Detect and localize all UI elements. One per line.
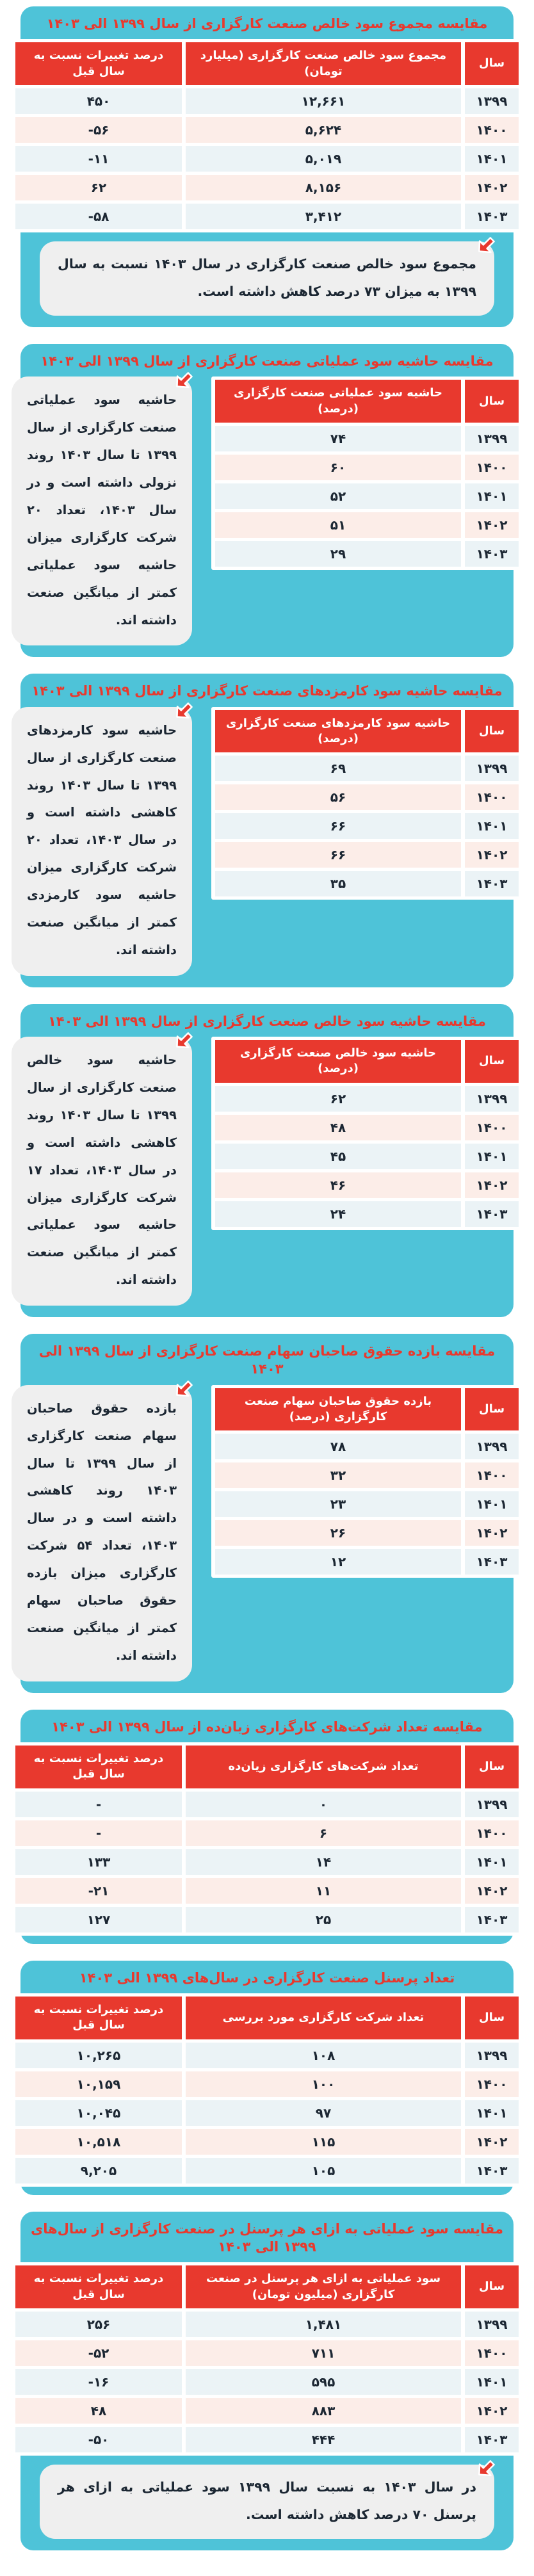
year-cell: ۱۳۹۹ bbox=[465, 1434, 519, 1459]
year-cell: ۱۴۰۳ bbox=[465, 871, 519, 896]
year-cell: ۱۴۰۰ bbox=[465, 1462, 519, 1488]
comparison-table bbox=[12, 1993, 522, 2187]
value-cell: -۵۶ bbox=[15, 117, 182, 143]
table-row bbox=[15, 2340, 519, 2366]
note-text: حاشیه سود کارمزدهای صنعت کارگزاری از سال ۱۳۹۹ تا سال ۱۴۰۳ روند کاهشی داشته است و در سال ۱۴۰۳، تعداد ۲۰ شرکت کارگزاری میزان حاشیه سود کارمزدی کمتر از میانگین صنعت داشته اند. bbox=[27, 722, 177, 957]
comparison-table bbox=[12, 2262, 522, 2456]
side-note-box bbox=[12, 707, 192, 976]
comparison-table bbox=[12, 39, 522, 232]
value-cell: ۵,۶۲۴ bbox=[186, 117, 461, 143]
year-cell: ۱۴۰۰ bbox=[465, 455, 519, 480]
value-cell: ۴۸ bbox=[15, 2398, 182, 2424]
table-row bbox=[15, 2100, 519, 2126]
table-row bbox=[215, 1201, 519, 1227]
table-row bbox=[215, 842, 519, 868]
table-row bbox=[215, 483, 519, 509]
table-header-row bbox=[215, 1040, 519, 1083]
section-body bbox=[12, 707, 522, 987]
year-cell: ۱۴۰۱ bbox=[465, 146, 519, 172]
table-body bbox=[15, 1792, 519, 1932]
column-header: سال bbox=[465, 710, 519, 753]
table-row bbox=[215, 1115, 519, 1140]
year-cell: ۱۴۰۰ bbox=[465, 1820, 519, 1846]
table-row bbox=[15, 146, 519, 172]
section-body bbox=[12, 377, 522, 657]
year-cell: ۱۴۰۱ bbox=[465, 1144, 519, 1169]
table-row bbox=[15, 2427, 519, 2452]
table-row bbox=[215, 426, 519, 451]
table-row bbox=[215, 1172, 519, 1198]
year-cell: ۱۴۰۱ bbox=[465, 2369, 519, 2395]
table-body bbox=[215, 1434, 519, 1575]
value-cell: ۱۲ bbox=[215, 1549, 461, 1575]
column-header: سال bbox=[465, 1388, 519, 1431]
column-header: سال bbox=[465, 380, 519, 423]
value-cell: ۲۴ bbox=[215, 1201, 461, 1227]
section-operating-profit-per-employee bbox=[12, 2212, 522, 2550]
year-cell: ۱۴۰۲ bbox=[465, 2129, 519, 2155]
comparison-table bbox=[12, 1742, 522, 1936]
column-header: درصد تغییرات نسبت به سال قبل bbox=[15, 1746, 182, 1788]
value-cell: - bbox=[15, 1820, 182, 1846]
column-header: حاشیه سود خالص صنعت کارگزاری (درصد) bbox=[215, 1040, 461, 1083]
value-cell: ۵,۰۱۹ bbox=[186, 146, 461, 172]
section-title: تعداد پرسنل صنعت کارگزاری در سال‌های ۱۳۹۹ الی ۱۴۰۳ bbox=[79, 1970, 455, 1986]
note-text: مجموع سود خالص صنعت کارگزاری در سال ۱۴۰۳ نسبت به سال ۱۳۹۹ به میزان ۷۳ درصد کاهش داشته است. bbox=[58, 255, 476, 299]
table-row bbox=[215, 541, 519, 567]
value-cell: ۱۱ bbox=[186, 1878, 461, 1904]
year-cell: ۱۴۰۰ bbox=[465, 2340, 519, 2366]
year-cell: ۱۳۹۹ bbox=[465, 426, 519, 451]
column-header: درصد تغییرات نسبت به سال قبل bbox=[15, 1997, 182, 2039]
table-header-row bbox=[15, 1997, 519, 2039]
table-row bbox=[215, 1462, 519, 1488]
value-cell: -۲۱ bbox=[15, 1878, 182, 1904]
table-row bbox=[215, 1549, 519, 1575]
value-cell: ۲۳ bbox=[215, 1491, 461, 1517]
table-row bbox=[215, 1520, 519, 1546]
value-cell: ۱۴ bbox=[186, 1849, 461, 1875]
section-body bbox=[12, 1385, 522, 1693]
value-cell: ۶ bbox=[186, 1820, 461, 1846]
section-title: مقایسه حاشیه سود کارمزدهای صنعت کارگزاری از سال ۱۳۹۹ الی ۱۴۰۳ bbox=[31, 683, 503, 699]
table-row bbox=[215, 813, 519, 839]
column-header: درصد تغییرات نسبت به سال قبل bbox=[15, 2265, 182, 2308]
year-cell: ۱۳۹۹ bbox=[465, 756, 519, 781]
table-header-row bbox=[15, 1746, 519, 1788]
value-cell: ۳,۴۱۲ bbox=[186, 204, 461, 229]
table-row bbox=[15, 2158, 519, 2183]
table-row bbox=[215, 512, 519, 538]
value-cell: ۱۰,۲۶۵ bbox=[15, 2043, 182, 2068]
arrow-down-left-icon bbox=[173, 1376, 196, 1399]
value-cell: ۱۲,۶۶۱ bbox=[186, 88, 461, 114]
year-cell: ۱۴۰۲ bbox=[465, 1878, 519, 1904]
year-cell: ۱۴۰۲ bbox=[465, 1520, 519, 1546]
comparison-table bbox=[211, 707, 522, 900]
year-cell: ۱۴۰۲ bbox=[465, 175, 519, 200]
section-body bbox=[12, 1993, 522, 2195]
value-cell: -۵۲ bbox=[15, 2340, 182, 2366]
value-cell: ۶۲ bbox=[15, 175, 182, 200]
value-cell: ۹۷ bbox=[186, 2100, 461, 2126]
year-cell: ۱۴۰۳ bbox=[465, 204, 519, 229]
value-cell: ۱۱۵ bbox=[186, 2129, 461, 2155]
section-commission-profit-margin bbox=[12, 674, 522, 987]
value-cell: ۷۱۱ bbox=[186, 2340, 461, 2366]
column-header: تعداد شرکت‌های کارگزاری زیان‌ده bbox=[186, 1746, 461, 1788]
value-cell: ۲۹ bbox=[215, 541, 461, 567]
year-cell: ۱۴۰۲ bbox=[465, 2398, 519, 2424]
table-row bbox=[215, 1144, 519, 1169]
note-text: بازده حقوق صاحبان سهام صنعت کارگزاری از سال ۱۳۹۹ تا سال ۱۴۰۳ روند کاهشی داشته است و در سال ۱۴۰۳، تعداد ۵۴ شرکت کارگزاری میزان بازده حقوق صاحبان سهام کمتر از میانگین صنعت داشته اند. bbox=[27, 1400, 177, 1663]
table-body bbox=[215, 426, 519, 567]
table-row bbox=[15, 117, 519, 143]
comparison-table bbox=[211, 377, 522, 570]
section-title: مقایسه سود عملیاتی به ازای هر پرسنل در صنعت کارگزاری از سال‌های ۱۳۹۹ الی ۱۴۰۳ bbox=[30, 2221, 504, 2255]
year-cell: ۱۴۰۳ bbox=[465, 541, 519, 567]
value-cell: -۵۰ bbox=[15, 2427, 182, 2452]
column-header: حاشیه سود کارمزدهای صنعت کارگزاری (درصد) bbox=[215, 710, 461, 753]
value-cell: -۱۱ bbox=[15, 146, 182, 172]
value-cell: ۶۶ bbox=[215, 842, 461, 868]
table-body bbox=[15, 2043, 519, 2183]
value-cell: ۷۸ bbox=[215, 1434, 461, 1459]
section-body bbox=[12, 1037, 522, 1317]
note-text: در سال ۱۴۰۳ به نسبت سال ۱۳۹۹ سود عملیاتی به ازای هر پرسنل ۷۰ درصد کاهش داشته است. bbox=[58, 2479, 477, 2522]
comparison-table bbox=[211, 1037, 522, 1230]
comparison-table bbox=[211, 1385, 522, 1578]
arrow-down-left-icon bbox=[173, 368, 196, 391]
year-cell: ۱۴۰۱ bbox=[465, 483, 519, 509]
value-cell: ۵۲ bbox=[215, 483, 461, 509]
table-row bbox=[215, 1434, 519, 1459]
note-text: حاشیه سود خالص صنعت کارگزاری از سال ۱۳۹۹ تا سال ۱۴۰۳ روند کاهشی داشته است و در سال ۱۴۰۳، تعداد ۱۷ شرکت کارگزاری میزان حاشیه سود عملیاتی کمتر از میانگین صنعت داشته اند. bbox=[27, 1053, 177, 1288]
table-row bbox=[15, 175, 519, 200]
year-cell: ۱۳۹۹ bbox=[465, 2312, 519, 2337]
bottom-note-area bbox=[12, 232, 522, 327]
year-cell: ۱۴۰۱ bbox=[465, 1849, 519, 1875]
column-header: تعداد شرکت کارگزاری مورد بررسی bbox=[186, 1997, 461, 2039]
value-cell: ۱,۴۸۱ bbox=[186, 2312, 461, 2337]
year-cell: ۱۴۰۱ bbox=[465, 2100, 519, 2126]
column-header: درصد تغییرات نسبت به سال قبل bbox=[15, 42, 182, 85]
sections-container bbox=[12, 6, 522, 2550]
value-cell: ۹,۲۰۵ bbox=[15, 2158, 182, 2183]
table-row bbox=[15, 1792, 519, 1817]
year-cell: ۱۴۰۳ bbox=[465, 2427, 519, 2452]
table-body bbox=[215, 756, 519, 896]
year-cell: ۱۳۹۹ bbox=[465, 1792, 519, 1817]
note-text: حاشیه سود عملیاتی صنعت کارگزاری از سال ۱۳۹۹ تا سال ۱۴۰۳ روند نزولی داشته است و در سال ۱۴۰۳، تعداد ۲۰ شرکت کارگزاری میزان حاشیه سود عملیاتی کمتر از میانگین صنعت داشته اند. bbox=[27, 393, 177, 628]
year-cell: ۱۳۹۹ bbox=[465, 88, 519, 114]
year-cell: ۱۳۹۹ bbox=[465, 1086, 519, 1112]
table-row bbox=[215, 756, 519, 781]
section-return-on-equity bbox=[12, 1334, 522, 1693]
value-cell: ۱۲۷ bbox=[15, 1907, 182, 1932]
year-cell: ۱۴۰۲ bbox=[465, 842, 519, 868]
table-row bbox=[15, 1878, 519, 1904]
table-row bbox=[15, 1820, 519, 1846]
value-cell: ۴۴۴ bbox=[186, 2427, 461, 2452]
year-cell: ۱۴۰۲ bbox=[465, 1172, 519, 1198]
value-cell: ۱۰,۱۵۹ bbox=[15, 2071, 182, 2097]
value-cell: ۰ bbox=[186, 1792, 461, 1817]
value-cell: ۳۵ bbox=[215, 871, 461, 896]
value-cell: ۶۲ bbox=[215, 1086, 461, 1112]
value-cell: ۲۵۶ bbox=[15, 2312, 182, 2337]
column-header: سال bbox=[465, 2265, 519, 2308]
arrow-down-left-icon bbox=[475, 2456, 498, 2479]
section-body bbox=[12, 1742, 522, 1944]
value-cell: ۶۹ bbox=[215, 756, 461, 781]
side-note-box bbox=[12, 1385, 192, 1681]
year-cell: ۱۴۰۰ bbox=[465, 117, 519, 143]
bottom-note-area bbox=[12, 2456, 522, 2550]
year-cell: ۱۴۰۳ bbox=[465, 1549, 519, 1575]
value-cell: ۱۰۸ bbox=[186, 2043, 461, 2068]
table-body bbox=[215, 1086, 519, 1227]
table-row bbox=[215, 784, 519, 810]
value-cell: ۴۵۰ bbox=[15, 88, 182, 114]
table-row bbox=[15, 88, 519, 114]
arrow-down-left-icon bbox=[475, 232, 498, 255]
value-cell: -۵۸ bbox=[15, 204, 182, 229]
table-row bbox=[15, 1907, 519, 1932]
year-cell: ۱۴۰۱ bbox=[465, 813, 519, 839]
section-total-net-profit bbox=[12, 6, 522, 327]
value-cell: ۴۵ bbox=[215, 1144, 461, 1169]
table-row bbox=[15, 2129, 519, 2155]
value-cell: ۶۰ bbox=[215, 455, 461, 480]
value-cell: - bbox=[15, 1792, 182, 1817]
value-cell: ۱۰,۰۴۵ bbox=[15, 2100, 182, 2126]
value-cell: -۱۶ bbox=[15, 2369, 182, 2395]
value-cell: ۶۶ bbox=[215, 813, 461, 839]
value-cell: ۱۰,۵۱۸ bbox=[15, 2129, 182, 2155]
value-cell: ۸۸۳ bbox=[186, 2398, 461, 2424]
value-cell: ۴۸ bbox=[215, 1115, 461, 1140]
table-row bbox=[15, 2071, 519, 2097]
column-header: سال bbox=[465, 42, 519, 85]
table-row bbox=[215, 871, 519, 896]
section-body bbox=[12, 2262, 522, 2456]
table-row bbox=[15, 2369, 519, 2395]
column-header: سال bbox=[465, 1040, 519, 1083]
table-row bbox=[15, 2043, 519, 2068]
bottom-note-box bbox=[40, 241, 494, 316]
table-row bbox=[15, 204, 519, 229]
year-cell: ۱۴۰۰ bbox=[465, 2071, 519, 2097]
section-title: مقایسه حاشیه سود عملیاتی صنعت کارگزاری از سال ۱۳۹۹ الی ۱۴۰۳ bbox=[40, 353, 494, 369]
value-cell: ۴۶ bbox=[215, 1172, 461, 1198]
year-cell: ۱۴۰۲ bbox=[465, 512, 519, 538]
year-cell: ۱۴۰۳ bbox=[465, 2158, 519, 2183]
table-header-row bbox=[215, 710, 519, 753]
section-net-profit-margin bbox=[12, 1004, 522, 1317]
section-operating-profit-margin bbox=[12, 344, 522, 657]
section-body bbox=[12, 39, 522, 232]
section-title: مقایسه تعداد شرکت‌های کارگزاری زیان‌ده از سال ۱۳۹۹ الی ۱۴۰۳ bbox=[51, 1719, 483, 1735]
value-cell: ۱۰۵ bbox=[186, 2158, 461, 2183]
value-cell: ۸,۱۵۶ bbox=[186, 175, 461, 200]
side-note-box bbox=[12, 1037, 192, 1306]
table-row bbox=[15, 1849, 519, 1875]
value-cell: ۱۰۰ bbox=[186, 2071, 461, 2097]
value-cell: ۷۴ bbox=[215, 426, 461, 451]
table-row bbox=[15, 2398, 519, 2424]
side-note-box bbox=[12, 377, 192, 645]
section-title: مقایسه مجموع سود خالص صنعت کارگزاری از سال ۱۳۹۹ الی ۱۴۰۳ bbox=[46, 16, 488, 31]
year-cell: ۱۴۰۰ bbox=[465, 1115, 519, 1140]
value-cell: ۲۵ bbox=[186, 1907, 461, 1932]
table-header-row bbox=[15, 42, 519, 85]
year-cell: ۱۴۰۳ bbox=[465, 1201, 519, 1227]
table-body bbox=[15, 88, 519, 229]
column-header: سال bbox=[465, 1746, 519, 1788]
column-header: حاشیه سود عملیاتی صنعت کارگزاری (درصد) bbox=[215, 380, 461, 423]
table-row bbox=[215, 1491, 519, 1517]
arrow-down-left-icon bbox=[173, 1028, 196, 1051]
column-header: سود عملیاتی به ازای هر پرسنل در صنعت کارگزاری (میلیون تومان) bbox=[186, 2265, 461, 2308]
year-cell: ۱۴۰۰ bbox=[465, 784, 519, 810]
table-header-row bbox=[215, 1388, 519, 1431]
section-title: مقایسه بازده حقوق صاحبان سهام صنعت کارگزاری از سال ۱۳۹۹ الی ۱۴۰۳ bbox=[38, 1343, 496, 1377]
value-cell: ۲۶ bbox=[215, 1520, 461, 1546]
year-cell: ۱۴۰۳ bbox=[465, 1907, 519, 1932]
value-cell: ۱۳۳ bbox=[15, 1849, 182, 1875]
column-header: سال bbox=[465, 1997, 519, 2039]
table-header-row bbox=[15, 2265, 519, 2308]
value-cell: ۵۹۵ bbox=[186, 2369, 461, 2395]
bottom-note-box bbox=[40, 2465, 494, 2539]
section-industry-personnel bbox=[12, 1961, 522, 2195]
value-cell: ۵۶ bbox=[215, 784, 461, 810]
year-cell: ۱۴۰۱ bbox=[465, 1491, 519, 1517]
table-header-row bbox=[215, 380, 519, 423]
table-row bbox=[215, 455, 519, 480]
section-loss-making-companies bbox=[12, 1710, 522, 1944]
arrow-down-left-icon bbox=[173, 698, 196, 721]
column-header: مجموع سود خالص صنعت کارگزاری (میلیارد تومان) bbox=[186, 42, 461, 85]
table-row bbox=[15, 2312, 519, 2337]
table-body bbox=[15, 2312, 519, 2452]
value-cell: ۳۲ bbox=[215, 1462, 461, 1488]
year-cell: ۱۳۹۹ bbox=[465, 2043, 519, 2068]
column-header: بازده حقوق صاحبان سهام صنعت کارگزاری (درصد) bbox=[215, 1388, 461, 1431]
value-cell: ۵۱ bbox=[215, 512, 461, 538]
table-row bbox=[215, 1086, 519, 1112]
section-title: مقایسه حاشیه سود خالص صنعت کارگزاری از سال ۱۳۹۹ الی ۱۴۰۳ bbox=[47, 1013, 487, 1029]
brokerage-industry-infographic bbox=[12, 6, 522, 2550]
